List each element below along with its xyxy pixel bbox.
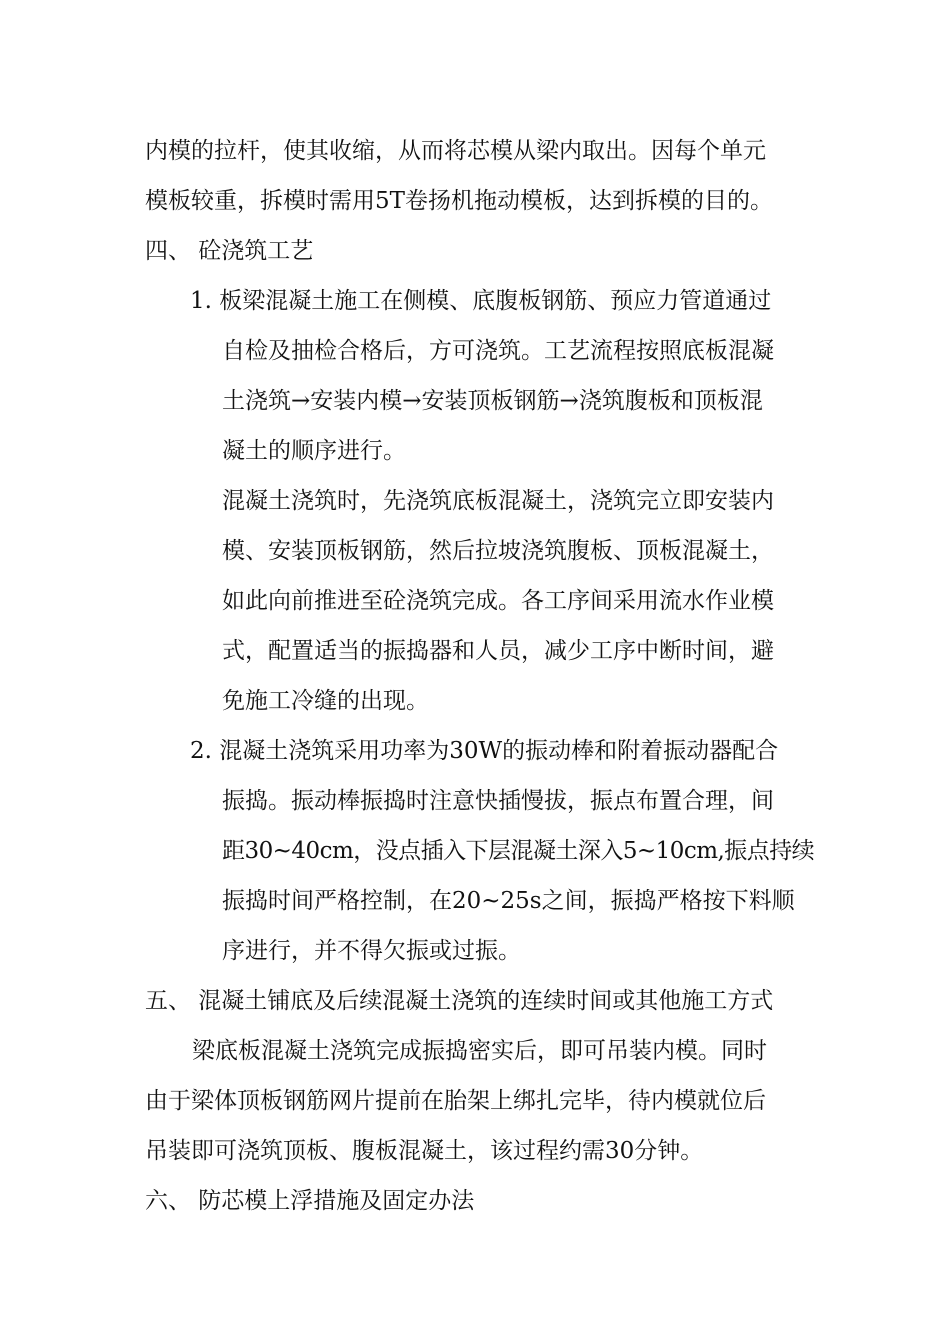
item-1-line-3: 土浇筑→安装内模→安装顶板钢筋→浇筑腹板和顶板混 — [222, 388, 763, 414]
item-1-para2-line-1: 混凝土浇筑时，先浇筑底板混凝土，浇筑完立即安装内 — [222, 488, 774, 514]
intro-line-1: 内模的拉杆，使其收缩，从而将芯模从梁内取出。因每个单元 — [145, 138, 766, 164]
item-1-para2-line-4: 式，配置适当的振捣器和人员，减少工序中断时间，避 — [222, 638, 774, 664]
section-5-line-3: 吊装即可浇筑顶板、腹板混凝土，该过程约需30分钟。 — [145, 1138, 704, 1164]
item-2-line-3: 距30~40cm，没点插入下层混凝土深入5~10cm,振点持续 — [222, 838, 815, 864]
item-1-para2-line-2: 模、安装顶板钢筋，然后拉坡浇筑腹板、顶板混凝土， — [222, 538, 774, 564]
item-2-line-1: 2. 混凝土浇筑采用功率为30W的振动棒和附着振动器配合 — [190, 738, 779, 764]
item-1-line-4: 凝土的顺序进行。 — [222, 438, 406, 464]
item-1-para2-line-5: 免施工冷缝的出现。 — [222, 688, 429, 714]
section-4-heading: 四、 砼浇筑工艺 — [145, 238, 314, 264]
item-1-line-2: 自检及抽检合格后，方可浇筑。工艺流程按照底板混凝 — [222, 338, 774, 364]
section-6-heading: 六、 防芯模上浮措施及固定办法 — [145, 1188, 475, 1214]
item-1-para2-line-3: 如此向前推进至砼浇筑完成。各工序间采用流水作业模 — [222, 588, 774, 614]
item-1-line-1: 1. 板梁混凝土施工在侧模、底腹板钢筋、预应力管道通过 — [190, 288, 772, 314]
intro-line-2: 模板较重，拆模时需用5T卷扬机拖动模板，达到拆模的目的。 — [145, 188, 773, 214]
section-5-line-1: 梁底板混凝土浇筑完成振捣密实后，即可吊装内模。同时 — [192, 1038, 767, 1064]
section-5-line-2: 由于梁体顶板钢筋网片提前在胎架上绑扎完毕，待内模就位后 — [145, 1088, 766, 1114]
item-2-line-2: 振捣。振动棒振捣时注意快插慢拔，振点布置合理，间 — [222, 788, 774, 814]
section-5-heading: 五、 混凝土铺底及后续混凝土浇筑的连续时间或其他施工方式 — [145, 988, 774, 1014]
item-2-line-4: 振捣时间严格控制，在20~25s之间，振捣严格按下料顺 — [222, 888, 795, 914]
item-2-line-5: 序进行，并不得欠振或过振。 — [222, 938, 521, 964]
